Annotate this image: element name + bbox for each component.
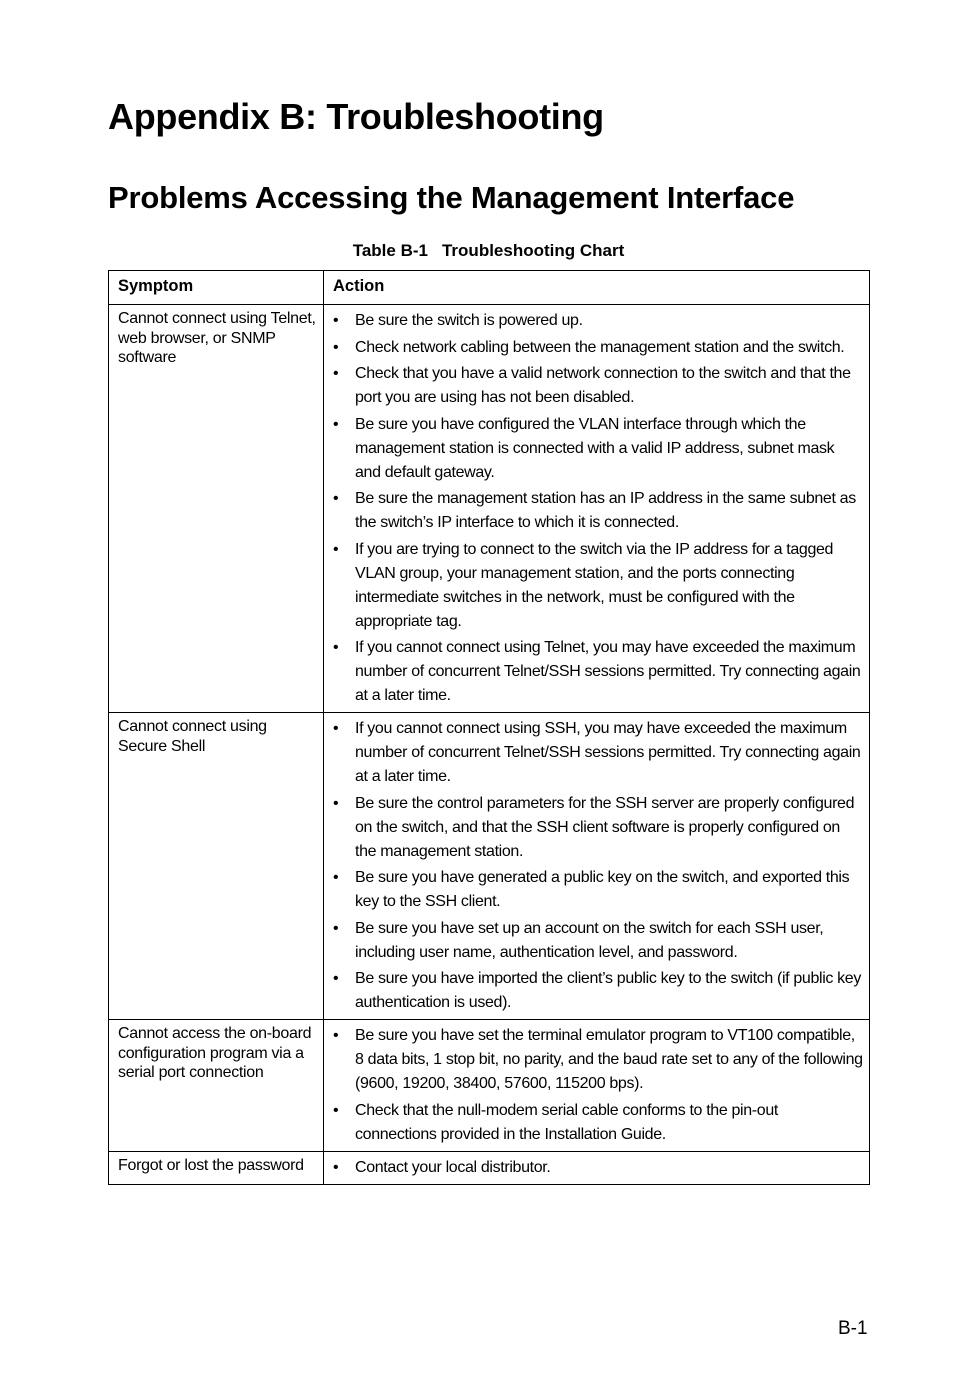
action-item xyxy=(333,917,863,965)
action-cell xyxy=(324,1020,870,1152)
troubleshooting-table xyxy=(108,270,870,1185)
action-item xyxy=(333,1024,863,1096)
action-text: Check that the null-modem serial cable conforms to the pin-out connections provided in the Installation Guide. xyxy=(355,1101,778,1143)
action-text: Be sure you have set the terminal emulator program to VT100 compatible, 8 data bits, 1 stop bit, no parity, and the baud rate set to any of the following (9600, 19200, 38400, 57600, 115200 bps). xyxy=(355,1027,863,1092)
action-item xyxy=(333,967,863,1015)
action-list xyxy=(333,1156,863,1180)
bullet-icon: • xyxy=(333,312,339,329)
action-text: Be sure you have set up an account on the switch for each SSH user, including user name, authentication level, and password. xyxy=(355,919,824,961)
action-text: Be sure you have imported the client’s public key to the switch (if public key authentication is used). xyxy=(355,970,862,1011)
bullet-icon: • xyxy=(333,415,339,433)
table-caption-number: Table B-1 xyxy=(352,241,428,260)
table-body xyxy=(109,305,870,1185)
action-cell xyxy=(324,713,870,1020)
bullet-icon: • xyxy=(333,970,339,987)
action-text: Be sure the control parameters for the SSH server are properly configured on the switch, and that the SSH client software is properly configured on the management station. xyxy=(355,794,855,860)
symptom-cell: Cannot connect using Secure Shell xyxy=(109,713,324,1020)
bullet-icon: • xyxy=(333,338,339,356)
action-item xyxy=(333,309,863,333)
action-item xyxy=(333,866,863,914)
table-row xyxy=(109,713,870,1020)
bullet-icon: • xyxy=(333,365,339,382)
action-cell xyxy=(324,305,870,713)
table-row xyxy=(109,1020,870,1152)
table-caption-title: Troubleshooting Chart xyxy=(441,241,625,260)
action-item xyxy=(333,336,863,360)
action-cell xyxy=(324,1151,870,1184)
action-text: Check network cabling between the management station and the switch. xyxy=(355,338,845,356)
action-text: Be sure you have generated a public key on the switch, and exported this key to the SSH client. xyxy=(355,869,850,910)
bullet-icon: • xyxy=(333,720,339,737)
table-row xyxy=(109,1151,870,1184)
bullet-icon: • xyxy=(333,540,339,558)
symptom-cell: Forgot or lost the password xyxy=(109,1151,324,1184)
action-item xyxy=(333,1099,863,1147)
page-number: B-1 xyxy=(838,1318,868,1339)
action-column-header: Action xyxy=(324,271,870,305)
bullet-icon: • xyxy=(333,639,339,656)
action-item xyxy=(333,362,863,410)
bullet-icon: • xyxy=(333,919,339,937)
appendix-title: Appendix B: Troubleshooting xyxy=(108,96,604,137)
bullet-icon: • xyxy=(333,1101,339,1119)
symptom-column-header: Symptom xyxy=(109,271,324,305)
action-text: Check that you have a valid network connection to the switch and that the port you are using has not been disabled. xyxy=(355,365,851,406)
action-item xyxy=(333,636,863,708)
action-text: If you cannot connect using Telnet, you may have exceeded the maximum number of concurrent Telnet/SSH sessions permitted. Try connecting again at a later time. xyxy=(355,639,861,704)
action-text: Be sure you have configured the VLAN interface through which the management station is connected with a valid IP address, subnet mask and default gateway. xyxy=(355,415,835,481)
action-item xyxy=(333,413,863,485)
action-text: Be sure the switch is powered up. xyxy=(355,312,583,329)
symptom-cell: Cannot connect using Telnet, web browser, or SNMP software xyxy=(109,305,324,713)
action-text: If you cannot connect using SSH, you may have exceeded the maximum number of concurrent Telnet/SSH sessions permitted. Try connecting again at a later time. xyxy=(355,720,861,785)
bullet-icon: • xyxy=(333,1158,339,1176)
action-text: Be sure the management station has an IP address in the same subnet as the switch’s IP interface to which it is connected. xyxy=(355,490,856,531)
action-list xyxy=(333,309,863,708)
action-text: If you are trying to connect to the switch via the IP address for a tagged VLAN group, your management station, and the ports connecting intermediate switches in the network, must be configured with the appropriate tag. xyxy=(355,540,834,630)
action-item xyxy=(333,717,863,789)
action-item xyxy=(333,538,863,634)
section-title: Problems Accessing the Management Interface xyxy=(108,180,795,215)
symptom-cell: Cannot access the on-board configuration program via a serial port connection xyxy=(109,1020,324,1152)
bullet-icon: • xyxy=(333,1027,339,1044)
bullet-icon: • xyxy=(333,794,339,812)
action-list xyxy=(333,717,863,1015)
table-caption xyxy=(108,241,869,261)
table-header-row xyxy=(109,271,870,305)
bullet-icon: • xyxy=(333,490,339,507)
action-item xyxy=(333,1156,863,1180)
table-row xyxy=(109,305,870,713)
action-item xyxy=(333,487,863,535)
action-list xyxy=(333,1024,863,1147)
bullet-icon: • xyxy=(333,869,339,886)
action-text: Contact your local distributor. xyxy=(355,1158,551,1176)
action-item xyxy=(333,792,863,864)
